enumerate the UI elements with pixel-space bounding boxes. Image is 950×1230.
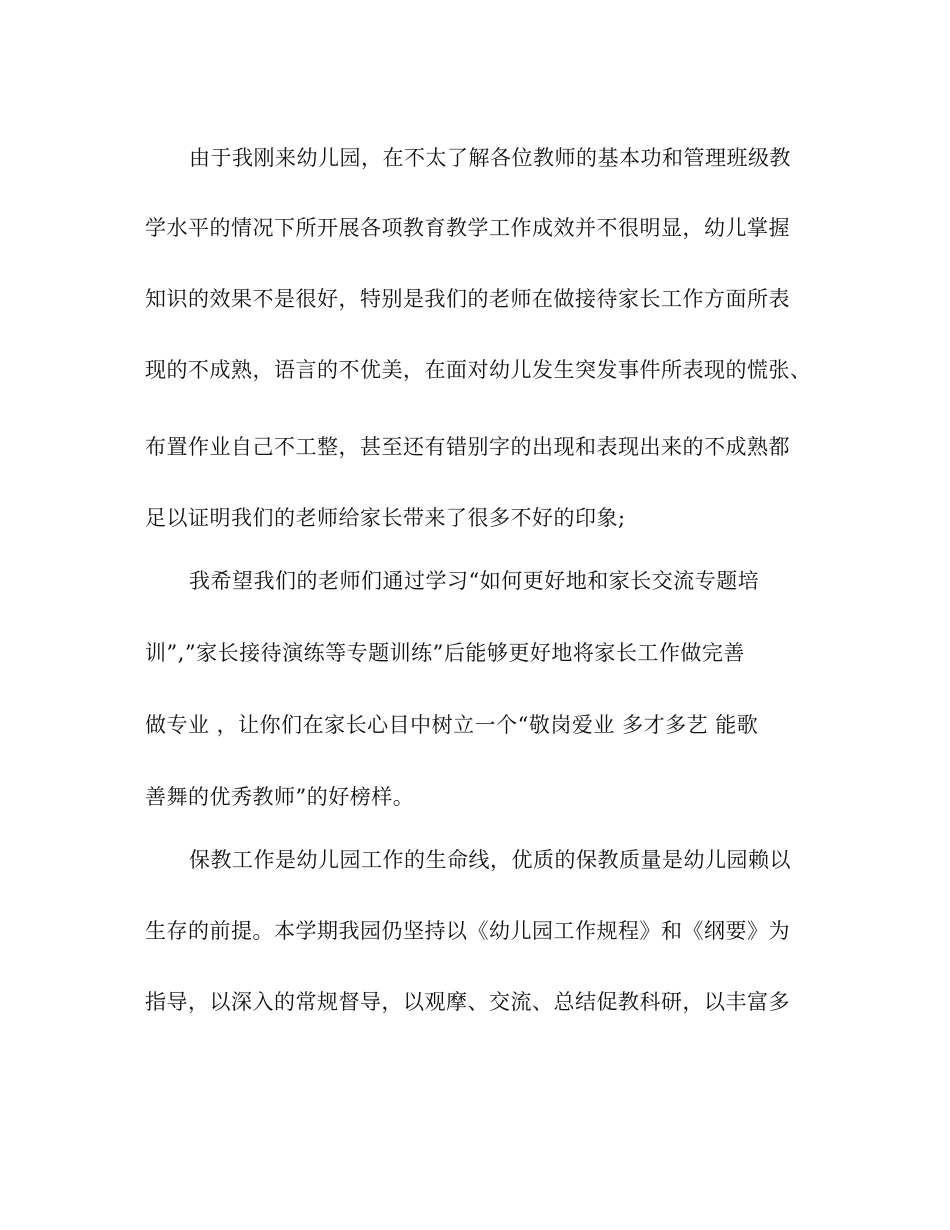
paragraph-1-line-6: 足以证明我们的老师给家长带来了很多不好的印象; bbox=[145, 506, 626, 530]
paragraph-2-line-4: 善舞的优秀教师”的好榜样。 bbox=[145, 785, 415, 809]
paragraph-1-line-4: 现的不成熟，语言的不优美，在面对幼儿发生突发事件所表现的慌张、 bbox=[145, 358, 812, 382]
paragraph-1-line-2: 学水平的情况下所开展各项教育教学工作成效并不很明显，幼儿掌握 bbox=[145, 216, 790, 240]
paragraph-1-line-3: 知识的效果不是很好，特别是我们的老师在做接待家长工作方面所表 bbox=[145, 287, 790, 311]
paragraph-1-line-1: 由于我刚来幼儿园，在不太了解各位教师的基本功和管理班级教 bbox=[189, 146, 791, 170]
paragraph-3-line-2: 生存的前提。本学期我园仍坚持以《幼儿园工作规程》和《纲要》为 bbox=[145, 919, 790, 943]
paragraph-3-line-1: 保教工作是幼儿园工作的生命线，优质的保教质量是幼儿园赖以 bbox=[189, 848, 791, 872]
paragraph-3-line-3: 指导，以深入的常规督导，以观摩、交流、总结促教科研，以丰富多 bbox=[145, 990, 790, 1014]
paragraph-2-line-1: 我希望我们的老师们通过学习“如何更好地和家长交流专题培 bbox=[189, 569, 760, 593]
paragraph-2-line-3: 做专业 ，让你们在家长心目中树立一个“敬岗爱业 多才多艺 能歌 bbox=[145, 713, 759, 737]
paragraph-2-line-2: 训”,”家长接待演练等专题训练”后能够更好地将家长工作做完善 bbox=[145, 641, 745, 665]
paragraph-1-line-5: 布置作业自己不工整，甚至还有错别字的出现和表现出来的不成熟都 bbox=[145, 435, 790, 459]
